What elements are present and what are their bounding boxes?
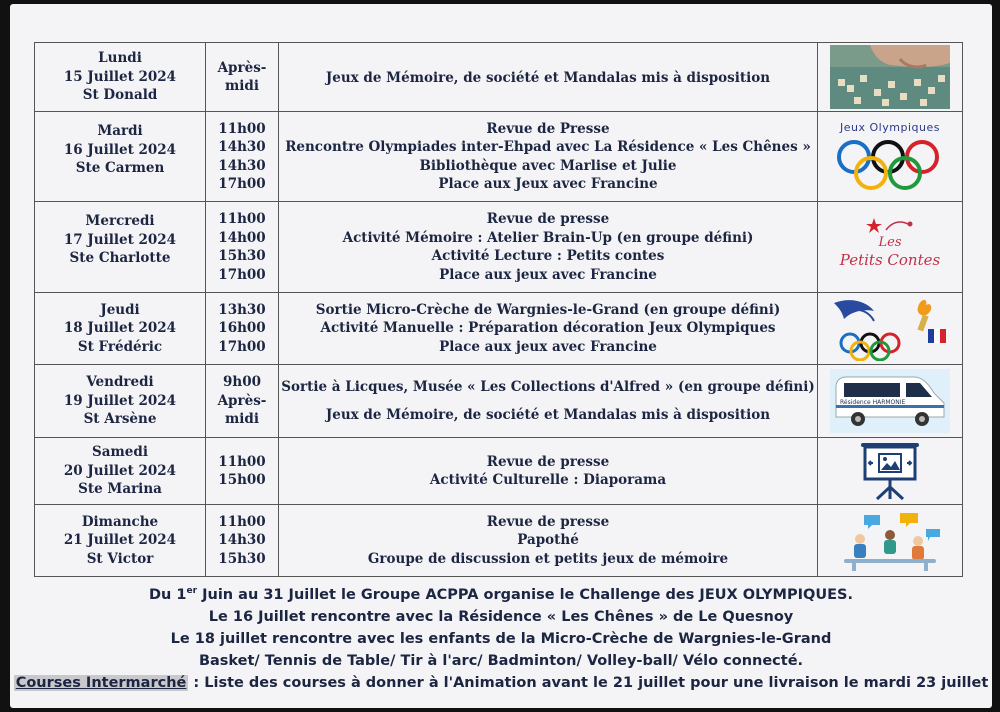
table-row xyxy=(35,112,963,202)
footer-meeting-line: Le 16 Juillet rencontre avec la Résidence « Les Chênes » de Le Quesnoy xyxy=(208,608,794,625)
image-cell xyxy=(818,202,963,293)
time-cell: 11h00 14h30 15h30 xyxy=(206,505,279,577)
minibus-label: Résidence HARMONIE xyxy=(840,399,906,406)
time-cell: 11h00 15h00 xyxy=(206,438,279,505)
minibus-icon xyxy=(830,369,950,433)
day-cell: Lundi 15 Juillet 2024 St Donald xyxy=(35,43,206,112)
day-cell: Dimanche 21 Juillet 2024 St Victor xyxy=(35,505,206,577)
image-cell xyxy=(818,112,963,202)
activity-cell: Sortie à Licques, Musée « Les Collections d'Alfred » (en groupe défini) Jeux de Mémoire, de société et Mandalas mis à disposition xyxy=(279,365,818,438)
weekly-schedule-table xyxy=(34,42,963,577)
image-cell xyxy=(818,43,963,112)
day-cell: Vendredi 19 Juillet 2024 St Arsène xyxy=(35,365,206,438)
schedule-sheet xyxy=(10,4,992,708)
table-row xyxy=(35,365,963,438)
image-cell xyxy=(818,505,963,577)
activity-cell: Sortie Micro-Crèche de Wargnies-le-Grand (en groupe défini) Activité Manuelle : Préparation décoration Jeux Olympiques Place aux jeux avec Francine xyxy=(279,293,818,365)
time-cell: Après- midi xyxy=(206,43,279,112)
activity-cell: Revue de Presse Rencontre Olympiades inter-Ehpad avec La Résidence « Les Chênes » Bibliothèque avec Marlise et Julie Place aux Jeux avec Francine xyxy=(279,112,818,202)
day-cell: Mercredi 17 Juillet 2024 Ste Charlotte xyxy=(35,202,206,293)
table-row xyxy=(35,438,963,505)
footer-sports-line: Basket/ Tennis de Table/ Tir à l'arc/ Badminton/ Volley-ball/ Vélo connecté. xyxy=(198,652,804,669)
footer-creche-line: Le 18 juillet rencontre avec les enfants de la Micro-Crèche de Wargnies-le-Grand xyxy=(170,630,832,647)
day-cell: Mardi 16 Juillet 2024 Ste Carmen xyxy=(35,112,206,202)
image-cell xyxy=(818,365,963,438)
time-cell: 11h00 14h30 14h30 17h00 xyxy=(206,112,279,202)
image-cell xyxy=(818,293,963,365)
scrabble-board-icon xyxy=(830,45,950,109)
time-cell: 11h00 14h00 15h30 17h00 xyxy=(206,202,279,293)
image-cell xyxy=(818,438,963,505)
footer-challenge-line: Du 1er Juin au 31 Juillet le Groupe ACPPA organise le Challenge des JEUX OLYMPIQUES. xyxy=(149,586,853,603)
petits-contes-icon: Les Petits Contes xyxy=(830,216,950,278)
table-row xyxy=(35,43,963,112)
day-cell: Samedi 20 Juillet 2024 Ste Marina xyxy=(35,438,206,505)
time-cell: 13h30 16h00 17h00 xyxy=(206,293,279,365)
projector-screen-icon xyxy=(855,441,925,501)
time-cell: 9h00 Après- midi xyxy=(206,365,279,438)
activity-cell: Revue de presse Activité Mémoire : Atelier Brain-Up (en groupe défini) Activité Lecture : Petits contes Place aux jeux avec Francine xyxy=(279,202,818,293)
table-row xyxy=(35,202,963,293)
activity-cell: Revue de presse Activité Culturelle : Diaporama xyxy=(279,438,818,505)
table-row xyxy=(35,293,963,365)
table-row xyxy=(35,505,963,577)
footer-notes xyxy=(10,580,992,694)
activity-cell: Revue de presse Papothé Groupe de discussion et petits jeux de mémoire xyxy=(279,505,818,577)
olympic-flame-icon xyxy=(830,297,950,361)
shopping-label: Courses Intermarché xyxy=(15,674,187,691)
olympic-rings-icon xyxy=(830,119,950,195)
footer-shopping-line: Courses Intermarché : Liste des courses à donner à l'Animation avant le 21 juillet pour une livraison le mardi 23 juillet xyxy=(15,674,989,691)
jeux-olympiques-label: Jeux Olympiques xyxy=(840,120,940,134)
day-cell: Jeudi 18 Juillet 2024 St Frédéric xyxy=(35,293,206,365)
discussion-group-icon xyxy=(830,509,950,573)
activity-cell: Jeux de Mémoire, de société et Mandalas mis à disposition xyxy=(279,43,818,112)
